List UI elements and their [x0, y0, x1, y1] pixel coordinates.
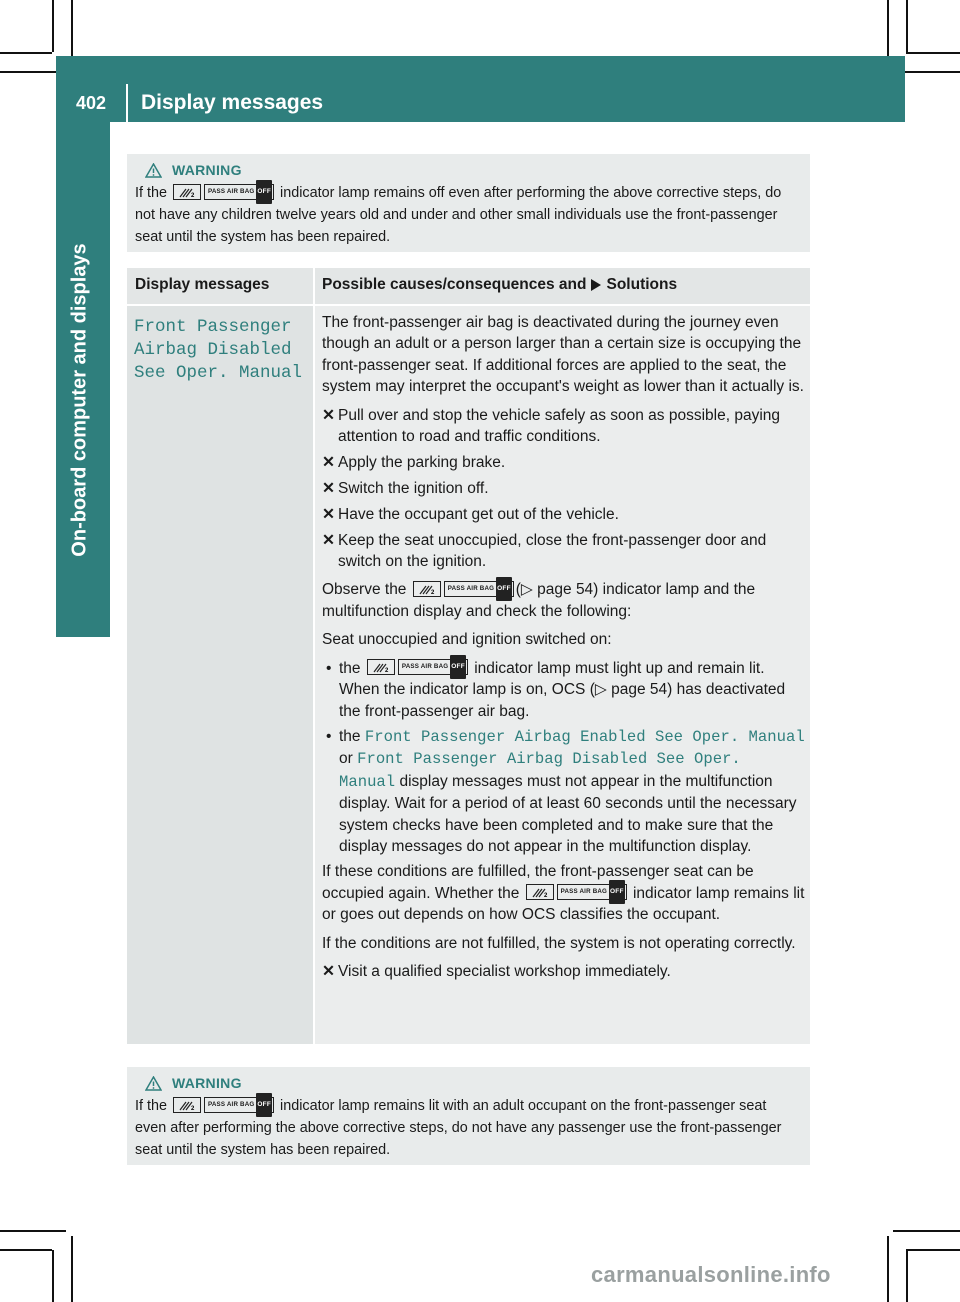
observe-text: Observe the 2 PASS AIR BAG OFF (▷ page 54) indicator lamp and the multifunction display and check the following: — [322, 579, 805, 622]
pass-air-bag-off-icon: PASS AIR BAG OFF — [398, 659, 468, 675]
table-cell-message — [127, 306, 313, 1044]
list-item: • the 2 PASS AIR BAG OFF indicator lamp must light up and remain lit. When the indicator lamp is on, OCS (▷ page 54) has deactivated the front-passenger air bag. — [322, 658, 805, 722]
warning-title: WARNING — [172, 1075, 242, 1091]
airbag-indicator-lamp — [413, 581, 514, 597]
table-header-cell: Display messages — [127, 268, 313, 304]
crop-mark — [906, 1250, 908, 1302]
crop-mark — [906, 52, 960, 54]
crop-mark — [0, 1230, 66, 1232]
table-header-cell: Possible causes/consequences and Solutions — [315, 268, 810, 304]
step-marker-icon: ✕ — [322, 505, 335, 523]
list-item: ✕ Keep the seat unoccupied, close the front-passenger door and switch on the ignition. — [322, 531, 767, 571]
warning-box — [127, 1067, 810, 1165]
child-seat-icon — [367, 659, 395, 675]
step-marker-icon: ✕ — [322, 406, 335, 424]
svg-text:2: 2 — [191, 1105, 195, 1111]
step-marker-icon: ✕ — [322, 453, 335, 471]
seat-condition-text: Seat unoccupied and ignition switched on: — [322, 631, 612, 649]
chapter-label: On-board computer and displays — [68, 243, 91, 557]
list-item: ✕ Switch the ignition off. — [322, 478, 805, 499]
list-item: ✕ Apply the parking brake. — [322, 452, 805, 473]
display-messages-table — [127, 268, 810, 1044]
crop-mark — [0, 52, 52, 54]
crop-mark — [893, 1230, 960, 1232]
warning-heading — [145, 160, 800, 180]
child-seat-icon — [173, 184, 201, 200]
list-item: • the Front Passenger Airbag Enabled See Oper. Manual or Front Passenger Airbag Disabled See Oper. Manual display messages must not appear in the multifunction display. Wait for a period of at least 60 seconds until the necessary system checks have been completed and to make sure that the display messages do not appear in the multifunction display. — [326, 727, 805, 855]
airbag-indicator-lamp — [173, 184, 274, 200]
step-marker-icon: ✕ — [322, 531, 335, 549]
pass-air-bag-off-icon: PASS AIR BAG OFF — [444, 581, 514, 597]
warning-heading — [145, 1073, 800, 1093]
display-message-inline: Front Passenger Airbag Enabled See Oper. Manual — [364, 727, 805, 746]
child-seat-icon — [173, 1097, 201, 1113]
svg-text:2: 2 — [191, 192, 195, 198]
step-marker-icon: ✕ — [322, 962, 335, 980]
child-seat-icon — [526, 884, 554, 900]
step-marker-icon: ✕ — [322, 479, 335, 497]
crop-mark — [52, 0, 54, 52]
airbag-indicator-lamp — [173, 1097, 274, 1113]
watermark: carmanualsonline.info — [591, 1262, 831, 1287]
intro-text: The front-passenger air bag is deactivated during the journey even though an adult or a person larger than a certain size is occupying the front-passenger seat. If additional forces are applied to the seat, the system may interpret the occupant's weight as lower than it actually is. — [322, 314, 804, 396]
crop-mark — [906, 1249, 960, 1251]
airbag-indicator-lamp — [367, 659, 468, 675]
child-seat-icon — [413, 581, 441, 597]
warning-title: WARNING — [172, 162, 242, 178]
crop-mark — [0, 1249, 52, 1251]
pass-air-bag-off-icon: PASS AIR BAG OFF — [204, 1097, 274, 1113]
pass-air-bag-off-icon: PASS AIR BAG OFF — [557, 884, 627, 900]
warning-triangle-icon — [145, 1076, 162, 1091]
list-item: ✕ Pull over and stop the vehicle safely as soon as possible, paying attention to road and traffic conditions. — [322, 406, 781, 446]
svg-text:2: 2 — [543, 893, 547, 899]
table-cell-solutions — [315, 306, 810, 1044]
page-title: Display messages — [141, 91, 324, 114]
warning-text: If the 2 PASS AIR BAG OFF indicator lamp remains lit with an adult occupant on the front-passenger seat even after performing the above corrective steps, do not have any passenger use the front-passenger seat until the system has been repaired. — [135, 1095, 800, 1161]
list-item: ✕ Have the occupant get out of the vehicle. — [322, 504, 805, 525]
display-message-text: Front Passenger Airbag Disabled See Oper. Manual — [134, 317, 303, 383]
header-divider — [126, 84, 128, 122]
warning-box — [127, 154, 810, 252]
display-message-inline: Front Passenger Airbag Disabled See Oper. Manual — [339, 750, 741, 791]
list-item: ✕ Visit a qualified specialist workshop immediately. — [322, 961, 805, 982]
pass-air-bag-off-icon: PASS AIR BAG OFF — [204, 184, 274, 200]
crop-mark — [906, 0, 908, 52]
not-fulfilled-text: If the conditions are not fulfilled, the system is not operating correctly. — [322, 934, 796, 952]
crop-mark — [71, 1236, 73, 1302]
warning-triangle-icon — [145, 163, 162, 178]
svg-text:2: 2 — [430, 589, 435, 595]
fulfilled-text: If these conditions are fulfilled, the front-passenger seat can be occupied again. Whether the 2 PASS AIR BAG OFF indicator lamp remains lit or goes out depends on how OCS classifies the occupant. — [322, 863, 805, 924]
crop-mark — [887, 1236, 889, 1302]
airbag-indicator-lamp — [526, 884, 627, 900]
crop-mark — [52, 1250, 54, 1302]
svg-text:2: 2 — [384, 668, 389, 674]
warning-text: If the 2 PASS AIR BAG OFF indicator lamp remains off even after performing the above corrective steps, do not have any children twelve years old and under and other small individuals use the front-passenger seat until the system has been repaired. — [135, 182, 800, 248]
arrow-right-icon — [591, 279, 601, 291]
page-number: 402 — [75, 93, 107, 113]
